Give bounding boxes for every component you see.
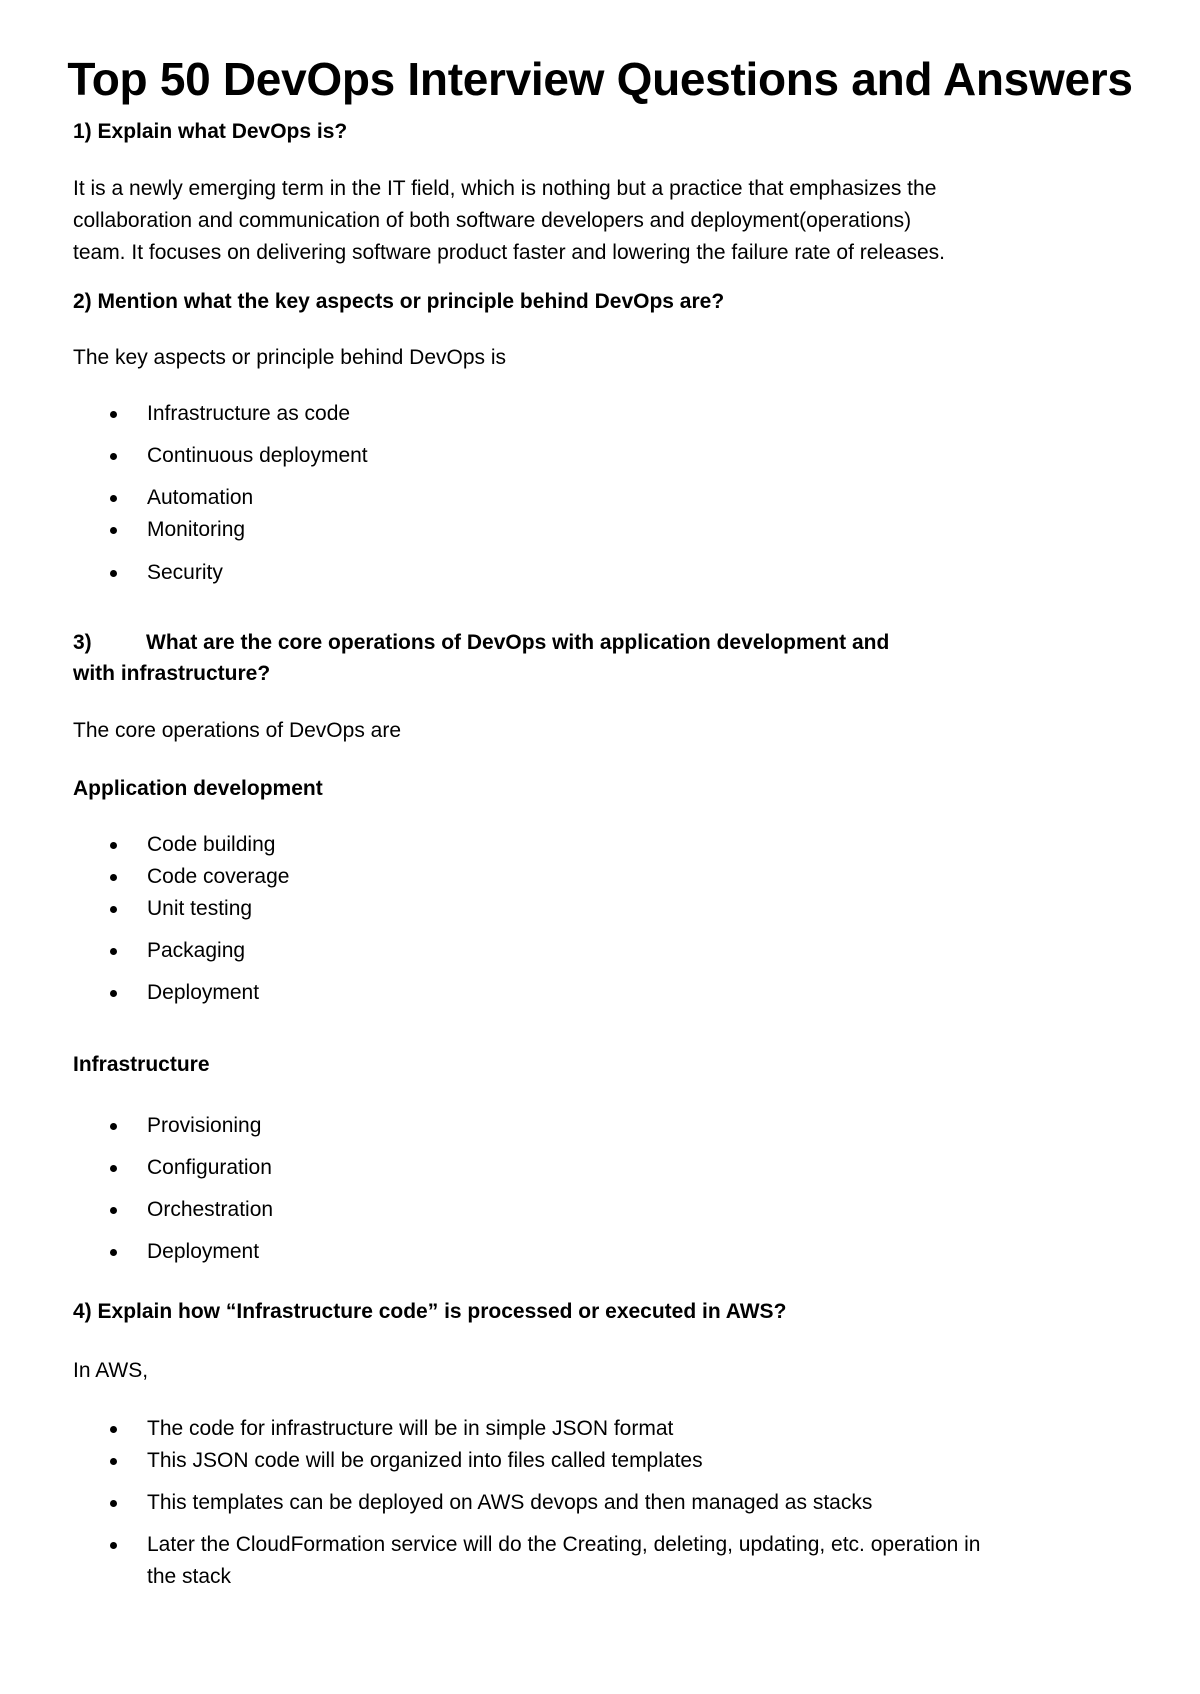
list-item-text: Provisioning bbox=[147, 1114, 262, 1137]
bullet-icon bbox=[110, 453, 117, 460]
answer-1 bbox=[73, 173, 1133, 269]
list-item-text: Orchestration bbox=[147, 1198, 274, 1221]
question-1: 1) Explain what DevOps is? bbox=[73, 120, 348, 143]
answer-4-intro: In AWS, bbox=[73, 1359, 149, 1382]
bullet-icon bbox=[110, 411, 117, 418]
list-item-text: Security bbox=[147, 561, 223, 584]
bullet-icon bbox=[110, 906, 117, 913]
question-3-number: 3) bbox=[73, 631, 92, 654]
question-2: 2) Mention what the key aspects or principle behind DevOps are? bbox=[73, 290, 725, 313]
list-item-text: Deployment bbox=[147, 981, 260, 1004]
bullet-icon bbox=[110, 1500, 117, 1507]
bullet-icon bbox=[110, 842, 117, 849]
list-item-text: Code building bbox=[147, 833, 276, 856]
subheading-application-development: Application development bbox=[73, 777, 323, 800]
list-item-text: Automation bbox=[147, 486, 254, 509]
list-item-text: Later the CloudFormation service will do the Creating, deleting, updating, etc. operation in bbox=[147, 1533, 981, 1556]
answer-2-intro: The key aspects or principle behind DevOps is bbox=[73, 346, 507, 369]
answer-3-intro: The core operations of DevOps are bbox=[73, 719, 402, 742]
question-4: 4) Explain how “Infrastructure code” is processed or executed in AWS? bbox=[73, 1300, 787, 1323]
list-item-text: Monitoring bbox=[147, 518, 246, 541]
bullet-icon bbox=[110, 1426, 117, 1433]
bullet-icon bbox=[110, 1542, 117, 1549]
list-item-text: Continuous deployment bbox=[147, 444, 368, 467]
bullet-icon bbox=[110, 874, 117, 881]
bullet-icon bbox=[110, 990, 117, 997]
list-item-text: Infrastructure as code bbox=[147, 402, 351, 425]
page-title: Top 50 DevOps Interview Questions and Answers bbox=[67, 53, 1133, 105]
bullet-icon bbox=[110, 1249, 117, 1256]
bullet-icon bbox=[110, 1123, 117, 1130]
question-3-line-1: What are the core operations of DevOps with application development and bbox=[146, 631, 890, 654]
bullet-icon bbox=[110, 948, 117, 955]
bullet-icon bbox=[110, 1165, 117, 1172]
list-item-text: Code coverage bbox=[147, 865, 290, 888]
list-item-text: This templates can be deployed on AWS devops and then managed as stacks bbox=[147, 1491, 873, 1514]
answer-1-line: It is a newly emerging term in the IT field, which is nothing but a practice that emphasizes the bbox=[73, 177, 937, 200]
list-item-text: Unit testing bbox=[147, 897, 253, 920]
list-item-text: Deployment bbox=[147, 1240, 260, 1263]
subheading-infrastructure: Infrastructure bbox=[73, 1053, 210, 1076]
answer-1-line: team. It focuses on delivering software product faster and lowering the failure rate of releases. bbox=[73, 241, 945, 264]
list-item-continuation: the stack bbox=[147, 1565, 232, 1588]
bullet-icon bbox=[110, 570, 117, 577]
bullet-icon bbox=[110, 1207, 117, 1214]
list-item-text: Configuration bbox=[147, 1156, 272, 1179]
bullet-icon bbox=[110, 495, 117, 502]
list-item-text: Packaging bbox=[147, 939, 246, 962]
bullet-icon bbox=[110, 1458, 117, 1465]
list-item-text: The code for infrastructure will be in simple JSON format bbox=[147, 1417, 674, 1440]
question-3-line-2: with infrastructure? bbox=[73, 662, 271, 685]
answer-1-line: collaboration and communication of both software developers and deployment(operations) bbox=[73, 209, 912, 232]
bullet-icon bbox=[110, 527, 117, 534]
list-item-text: This JSON code will be organized into files called templates bbox=[147, 1449, 703, 1472]
